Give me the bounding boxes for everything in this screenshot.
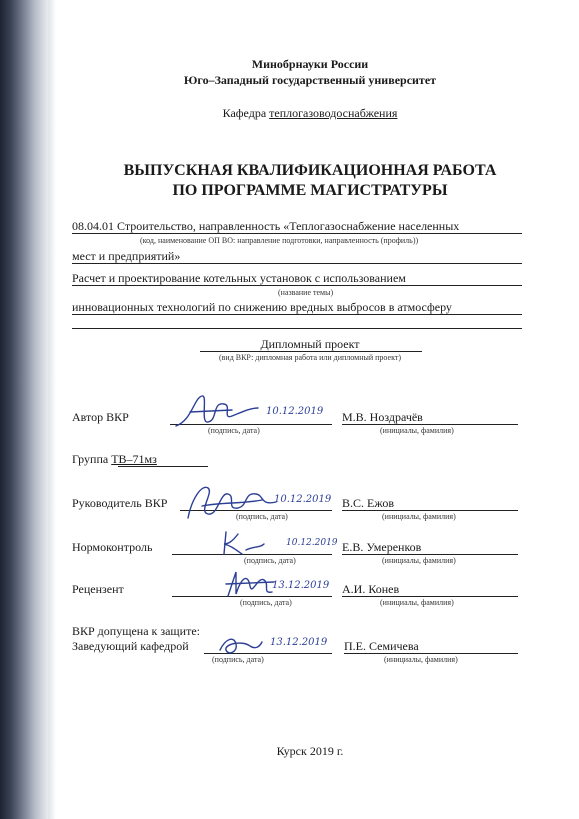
group-label: Группа: [72, 452, 109, 466]
supervisor-sign-hint: (подпись, дата): [236, 512, 288, 521]
head-sign-hint: (подпись, дата): [212, 655, 264, 664]
topic-underline-2: [72, 314, 522, 315]
work-type: Дипломный проект: [260, 337, 360, 351]
supervisor-signature-icon: [182, 478, 282, 533]
program-line-2: мест и предприятий»: [72, 249, 181, 263]
title-line-2: ПО ПРОГРАММЕ МАГИСТРАТУРЫ: [172, 182, 448, 199]
head-name: П.Е. Семичева: [344, 639, 419, 653]
author-signature-icon: [172, 390, 262, 440]
normcontrol-name-line: [342, 554, 518, 555]
author-role: Автор ВКР: [72, 410, 129, 424]
supervisor-name: В.С. Ежов: [342, 496, 394, 510]
head-name-hint: (инициалы, фамилия): [384, 655, 458, 664]
work-type-hint: (вид ВКР: дипломная работа или дипломный проект): [218, 353, 402, 362]
normcontrol-signature-icon: [218, 528, 268, 563]
supervisor-name-hint: (инициалы, фамилия): [382, 512, 456, 521]
department-name: теплогазоводоснабжения: [269, 106, 398, 120]
supervisor-date: 10.12.2019: [274, 494, 332, 505]
supervisor-role: Руководитель ВКР: [72, 496, 168, 510]
head-role: Заведующий кафедрой: [72, 639, 189, 653]
topic-underline-1: [72, 285, 522, 286]
normcontrol-name: Е.В. Умеренков: [342, 540, 422, 554]
supervisor-name-line: [342, 510, 518, 511]
author-name-line: [342, 424, 518, 425]
group-value: ТВ–71мз: [111, 452, 157, 466]
ministry: Минобрнауки России: [251, 57, 369, 71]
normcontrol-name-hint: (инициалы, фамилия): [382, 556, 456, 565]
university: Юго–Западный государственный университет: [183, 73, 437, 87]
author-sign-hint: (подпись, дата): [208, 426, 260, 435]
department-prefix: Кафедра: [222, 106, 267, 120]
reviewer-name-line: [342, 596, 518, 597]
reviewer-sign-hint: (подпись, дата): [240, 598, 292, 607]
head-date: 13.12.2019: [270, 637, 328, 648]
reviewer-role: Рецензент: [72, 582, 124, 596]
binding-shadow: [0, 0, 48, 819]
work-type-underline: [200, 351, 422, 352]
department-line: [60, 106, 560, 121]
topic-underline-3: [72, 328, 522, 329]
group-underline: [118, 466, 208, 467]
normcontrol-date: 10.12.2019: [286, 538, 338, 548]
title-line-1: ВЫПУСКНАЯ КВАЛИФИКАЦИОННАЯ РАБОТА: [123, 162, 497, 179]
program-line-1: 08.04.01 Строительство, направленность «Теплогазоснабжение населенных: [72, 219, 460, 233]
head-signature-icon: [216, 630, 266, 665]
program-underline-2: [72, 263, 522, 264]
topic-line-1: Расчет и проектирование котельных установок с использованием: [72, 271, 406, 285]
reviewer-name-hint: (инициалы, фамилия): [380, 598, 454, 607]
topic-hint: (название темы): [278, 288, 334, 297]
reviewer-name: А.И. Конев: [342, 582, 400, 596]
topic-line-2: инновационных технологий по снижению вредных выбросов в атмосферу: [72, 300, 452, 314]
normcontrol-role: Нормоконтроль: [72, 540, 153, 554]
program-hint: (код, наименование ОП ВО: направление подготовки, направленность (профиль)): [140, 236, 419, 245]
group-line: [72, 452, 157, 467]
binding-edge: [48, 0, 56, 819]
head-name-line: [344, 653, 518, 654]
city-year: Курск 2019 г.: [276, 744, 344, 758]
author-date: 10.12.2019: [266, 406, 324, 417]
reviewer-date: 13.12.2019: [272, 580, 330, 591]
author-name-hint: (инициалы, фамилия): [380, 426, 454, 435]
program-underline-1: [72, 233, 522, 234]
normcontrol-sign-hint: (подпись, дата): [244, 556, 296, 565]
admission-text: ВКР допущена к защите:: [72, 624, 200, 638]
author-name: М.В. Ноздрачёв: [342, 410, 423, 424]
